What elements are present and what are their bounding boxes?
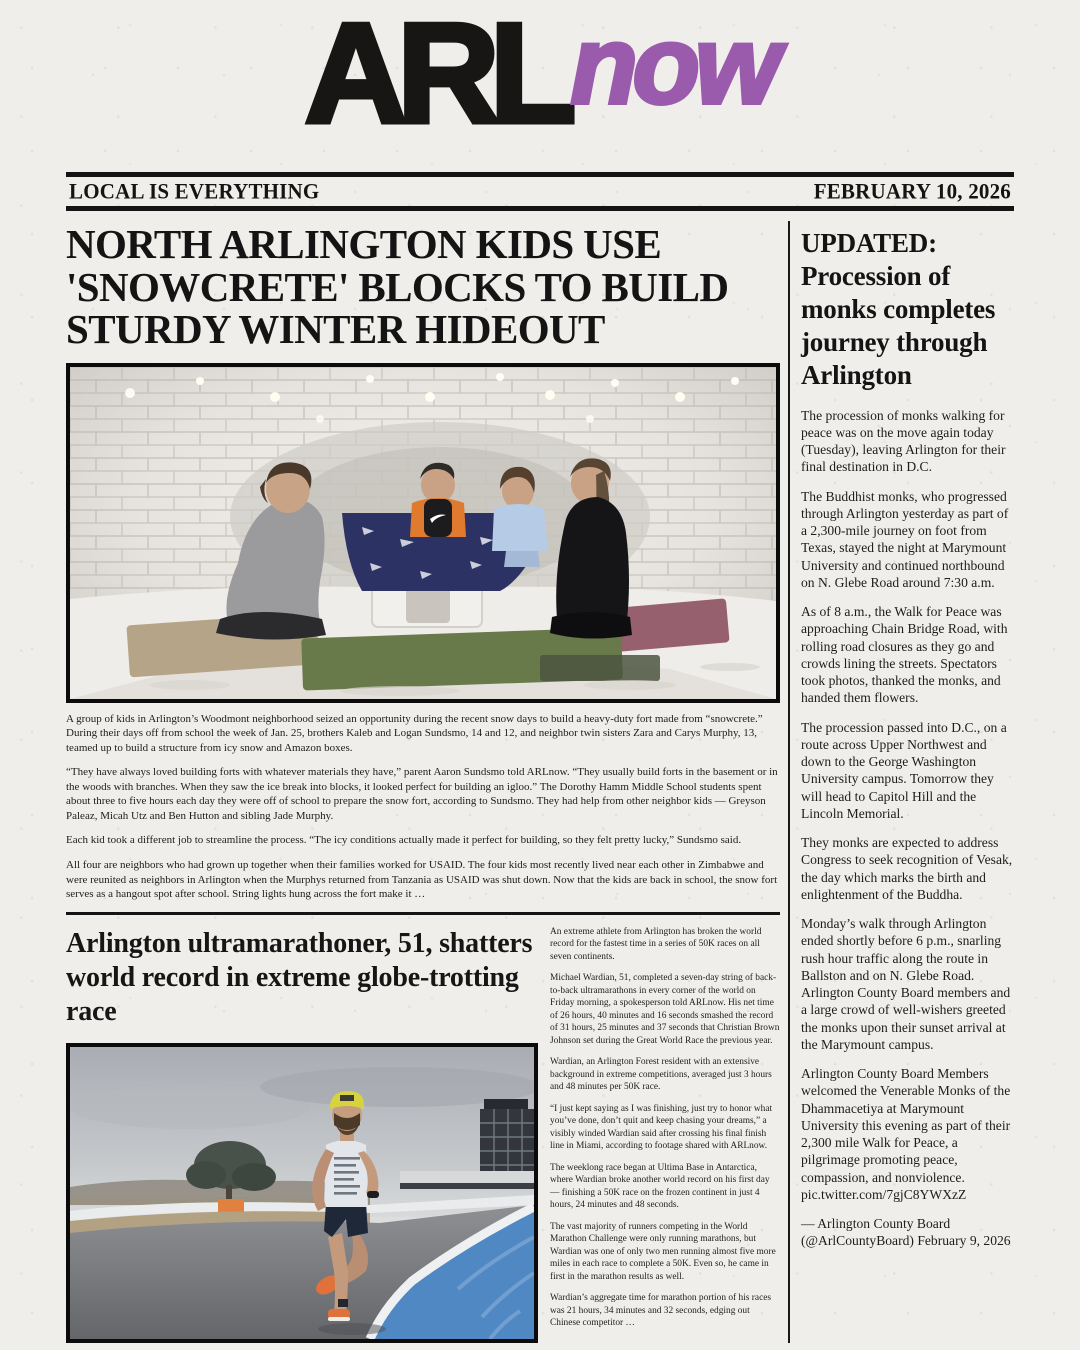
- second-paragraph: The weeklong race began at Ultima Base in Antarctica, where Wardian broke another world record on his first day — finishing a 50K race on the frozen continent in just 4 hours, 24 minutes and 48 seconds.: [550, 1162, 770, 1211]
- logo-now-text: now: [570, 4, 776, 128]
- masthead: [0, 0, 1080, 162]
- second-paragraph: Wardian, an Arlington Forest resident with an extensive background in extreme competitions, averaged just 3 hours and 48 minutes per 50K race.: [550, 1057, 772, 1093]
- second-paragraph: The vast majority of runners competing in the World Marathon Challenge were only running marathons, but Wardian was one of only two men running almost five more miles in each race to complete a 50K. Even so, he came in first in the marathon results as well.: [550, 1221, 776, 1282]
- lead-paragraph: Each kid took a different job to streamline the process. “The icy conditions actually made it perfect for building, so they felt pretty lucky,” Sundsmo said.: [66, 834, 742, 847]
- lead-headline: NORTH ARLINGTON KIDS USE 'SNOWCRETE' BLOCKS TO BUILD STURDY WINTER HIDEOUT: [66, 221, 729, 353]
- sidebar-paragraph: They monks are expected to address Congress to seek recognition of Vesak, the day which marks the birth and enlightenment of the Buddha.: [801, 835, 1013, 902]
- sidebar-article-body: [801, 407, 1014, 1250]
- lead-article-body: [66, 712, 780, 902]
- second-paragraph: An extreme athlete from Arlington has broken the world record for the fastest time in a series of 50K races on all seven continents.: [550, 926, 762, 962]
- logo-arl-text: ARL: [304, 0, 567, 153]
- second-article: [66, 923, 780, 1343]
- second-headline: Arlington ultramarathoner, 51, shatters world record in extreme globe-trotting race: [66, 927, 533, 1027]
- sidebar-paragraph: The Buddhist monks, who progressed through Arlington yesterday as part of a 2,300-mile journey on foot from Texas, stayed the night at Marymount University and continued northbound on N. Glebe Road around 7:30 a.m.: [801, 488, 1009, 590]
- tagline: LOCAL IS EVERYTHING: [69, 178, 320, 204]
- sidebar-paragraph: As of 8 a.m., the Walk for Peace was approaching Chain Bridge Road, with rolling road closures as they go and crowds lining the streets. Spectators took photos, thanked the monks, and handed them flowers.: [801, 604, 1008, 706]
- snow-fort-photo: [70, 367, 776, 699]
- sidebar-paragraph: The procession of monks walking for peace was on the move again today (Tuesday), leaving Arlington for their final destination in D.C.: [801, 407, 1006, 475]
- second-article-body: [550, 923, 780, 1343]
- issue-date: FEBRUARY 10, 2026: [813, 178, 1011, 204]
- second-paragraph: Michael Wardian, 51, completed a seven-day string of back-to-back ultramarathons in every corner of the world on Friday morning, a spokesperson told ARLnow. His net time of 26 hours, 40 minutes and 16 seconds smashed the record of 31 hours, 25 minutes and 37 seconds that Christian Brown Johnson set during the Great World Race the previous year.: [550, 973, 780, 1046]
- lead-paragraph: “They have always loved building forts with whatever materials they have,” parent Aaron Sundsmo told ARLnow. “They usually build forts in the basement or in the woods with branches. When they saw the ice break into blocks, it looked perfect for building an igloo.” The Dorothy Hamm Middle School students spent about three to five hours each day they were off of school to prepare the snow fort, according to Sundsmo. They had help from other neighbor kids — Greyson Paleaz, Micah Utz and Ben Hutton and sibling Jade Murphy.: [66, 766, 778, 822]
- second-paragraph: “I just kept saying as I was finishing, just try to honor what you’ve done, don’t quit and keep chasing your dreams,” a visibly winded Wardian said after crossing his final finish line in Miami, according to footage shared with ARLnow.: [550, 1103, 773, 1152]
- sidebar-tweet-attribution: — Arlington County Board (@ArlCountyBoard) February 9, 2026: [801, 1216, 1011, 1249]
- main-column: [66, 221, 780, 1343]
- sidebar-headline: UPDATED: Procession of monks completes journey through Arlington: [801, 228, 996, 390]
- runner-photo-frame: [66, 1043, 538, 1343]
- second-article-left: [66, 923, 538, 1343]
- sidebar-paragraph: Arlington County Board Members welcomed the Venerable Monks of the Dhammacetiya at Marymount University this evening as part of their 2,300 mile Walk for Peace, a pilgrimage promoting peace, compassion, and nonviolence. pic.twitter.com/7gjC8YWXzZ: [801, 1066, 1011, 1202]
- dateline-bar: [66, 172, 1014, 211]
- lead-paragraph: All four are neighbors who had grown up together when their families worked for USAID. The four kids most recently lived near each other in Zimbabwe and were reunited as neighbors in Arlington when the Murphys returned from Tanzania as USAID was shut down. Now that the kids are back in school, the snow fort serves as a hangout spot after school. String lights hung across the fort make it …: [66, 859, 778, 901]
- sidebar-column: [790, 221, 1014, 1343]
- lead-paragraph: A group of kids in Arlington’s Woodmont neighborhood seized an opportunity during the recent snow days to build a heavy-duty fort made from “snowcrete.” During their days off from school the week of Jan. 25, brothers Kaleb and Logan Sundsmo, 14 and 12, and neighbor twin sisters Zara and Carys Murphy, 13, teamed up to build a structure from icy snow and Amazon boxes.: [66, 712, 763, 754]
- arlnow-logo: [304, 0, 776, 153]
- section-divider: [66, 912, 780, 915]
- runner-photo: [70, 1047, 534, 1339]
- sidebar-paragraph: The procession passed into D.C., on a route across Upper Northwest and down to the George Washington University campus. Tomorrow they will head to Capitol Hill and the Lincoln Memorial.: [801, 719, 1007, 821]
- lead-photo-frame: [66, 363, 780, 703]
- second-paragraph: Wardian’s aggregate time for marathon portion of his races was 21 hours, 34 minutes and 32 seconds, edging out Chinese competitor …: [550, 1293, 772, 1329]
- content-area: [66, 221, 1014, 1343]
- sidebar-paragraph: Monday’s walk through Arlington ended shortly before 6 p.m., snarling rush hour traffic along the route in Ballston and on N. Glebe Road. Arlington County Board members and a large crowd of well-wishers greeted the monks upon their sunset arrival at the Marymount campus.: [801, 916, 1011, 1052]
